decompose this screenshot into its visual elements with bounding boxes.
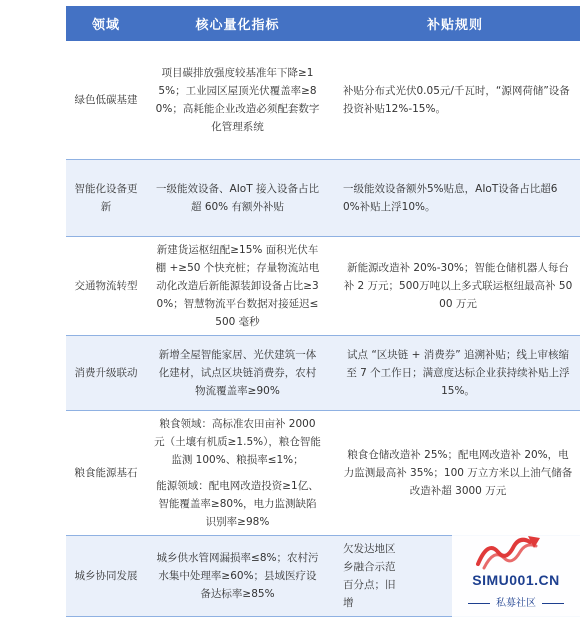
row-metrics: 新建货运枢纽配≥15% 面积光伏车棚 +≥50 个快充桩；存量物流站电动化改造后新能源装卸设备占比≥30%；智慧物流平台数据对接延迟≤500 毫秒 [146,237,329,336]
row-metrics: 新增全屋智能家居、光伏建筑一体化建材，试点区块链消费券，农村物流覆盖率≥90% [146,336,329,411]
table-row [66,336,580,411]
metrics-energy: 能源领域：配电网改造投资≥1亿、智能覆盖率≥80%，电力监测缺陷识别率≥98% [156,480,319,528]
row-metrics: 项目碳排放强度较基准年下降≥15%；工业园区屋顶光伏覆盖率≥80%；高耗能企业改造必须配套数字化管理系统 [146,41,329,160]
watermark [452,528,580,621]
header-rules: 补贴规则 [329,6,580,41]
row-metrics: 一级能效设备、AIoT 接入设备占比超 60% 有额外补贴 [146,160,329,237]
row-metrics [146,411,329,536]
metrics-grain: 粮食领域：高标准农田亩补 2000 元（土壤有机质≥1.5%），粮仓智能监测 100%、粮损率≤1%； [154,418,321,466]
row-domain: 交通物流转型 [66,237,146,336]
table-row [66,160,580,237]
row-rules: 补贴分布式光伏0.05元/千瓦时，“源网荷储”设备投资补贴12%-15%。 [329,41,580,160]
simu-logo-icon [474,530,544,570]
rule-fragment: 增 [343,597,354,609]
row-domain: 粮食能源基石 [66,411,146,536]
policy-table [66,6,580,617]
table-header-row [66,6,580,41]
rule-fragment: 乡融合示范 [343,561,396,573]
row-domain: 绿色低碳基建 [66,41,146,160]
row-domain: 消费升级联动 [66,336,146,411]
header-metrics: 核心量化指标 [146,6,329,41]
table-row [66,237,580,336]
row-rules: 试点 “区块链 + 消费券” 追溯补贴；线上审核缩至 7 个工作日；满意度达标企业获持续补贴上浮15%。 [329,336,580,411]
table-row [66,41,580,160]
row-domain: 智能化设备更新 [66,160,146,237]
row-rules: 粮食仓储改造补 25%；配电网改造补 20%，电力监测最高补 35%；100 万立方米以上油气储备改造补超 3000 万元 [329,411,580,536]
header-domain: 领域 [66,6,146,41]
watermark-label: 私募社区 [452,594,580,609]
row-rules: 一级能效设备额外5%贴息，AIoT设备占比超60%补贴上浮10%。 [329,160,580,237]
table-row [66,411,580,536]
rule-fragment: 百分点；旧 [343,579,396,591]
row-rules: 新能源改造补 20%-30%；智能仓储机器人每台补 2 万元；500万吨以上多式联运枢纽最高补 5000 万元 [329,237,580,336]
row-domain: 城乡协同发展 [66,536,146,617]
watermark-site: SIMU001.CN [472,572,560,588]
rule-fragment: 欠发达地区 [343,543,396,555]
row-metrics: 城乡供水管网漏损率≤8%；农村污水集中处理率≥60%；县域医疗设备达标率≥85% [146,536,329,617]
